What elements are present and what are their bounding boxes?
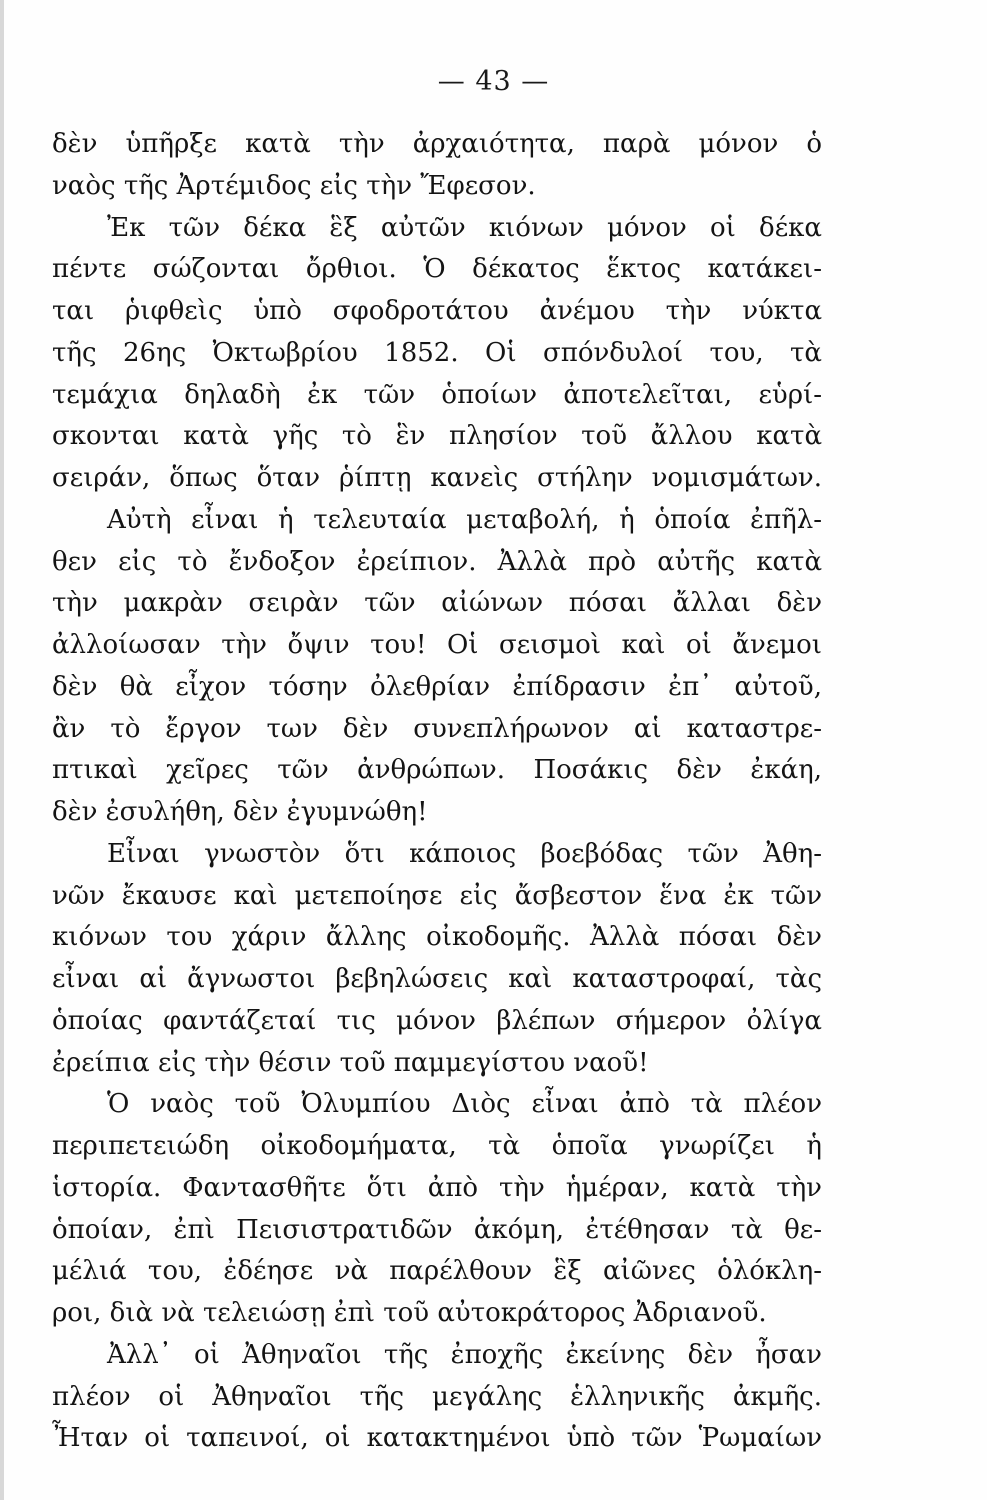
text-line: ται ῥιφθεὶς ὑπὸ σφοδροτάτου ἀνέμου τὴν νύκτα xyxy=(52,296,822,326)
body-text xyxy=(52,124,822,1460)
text-line: δὲν θὰ εἶχον τόσην ὀλεθρίαν ἐπίδρασιν ἐπ᾽ αὐτοῦ, xyxy=(52,671,822,702)
text-line: σκονται κατὰ γῆς τὸ ἓν πλησίον τοῦ ἄλλου κατὰ xyxy=(52,421,822,452)
text-line: εἶναι αἱ ἄγνωστοι βεβηλώσεις καὶ καταστροφαί, τὰς xyxy=(52,964,822,994)
text-line: Ὁ ναὸς τοῦ Ὀλυμπίου Διὸς εἶναι ἀπὸ τὰ πλέον xyxy=(107,1089,822,1120)
text-line: ὁποίαν, ἐπὶ Πεισιστρατιδῶν ἀκόμη, ἐτέθησαν τὰ θε- xyxy=(52,1214,822,1245)
text-line: ναὸς τῆς Ἀρτέμιδος εἰς τὴν Ἔφεσον. xyxy=(52,170,536,201)
text-line: ἂν τὸ ἔργον των δὲν συνεπλήρωνον αἱ καταστρε- xyxy=(52,713,822,744)
text-line: τῆς 26ης Ὀκτωβρίου 1852. Οἱ σπόνδυλοί του, τὰ xyxy=(52,337,822,368)
text-line: ἀλλοίωσαν τὴν ὄψιν του! Οἱ σεισμοὶ καὶ οἱ ἄνεμοι xyxy=(52,630,822,660)
text-line: πλέον οἱ Ἀθηναῖοι τῆς μεγάλης ἑλληνικῆς ἀκμῆς. xyxy=(52,1381,822,1412)
text-line: Ἦταν οἱ ταπεινοί, οἱ κατακτημένοι ὑπὸ τῶν Ῥωμαίων xyxy=(52,1423,822,1454)
text-line: κιόνων του χάριν ἄλλης οἰκοδομῆς. Ἀλλὰ πόσαι δὲν xyxy=(52,922,822,953)
text-line: Εἶναι γνωστὸν ὅτι κάποιος βοεβόδας τῶν Ἀθη- xyxy=(107,838,822,869)
text-line: Ἐκ τῶν δέκα ἓξ αὐτῶν κιόνων μόνον οἱ δέκα xyxy=(107,212,822,243)
page-edge-shadow xyxy=(0,0,4,1500)
text-line: σειράν, ὅπως ὅταν ῥίπτῃ κανεὶς στήλην νομισμάτων. xyxy=(52,463,822,493)
page-number: — 43 — xyxy=(437,66,550,97)
text-line: ὁποίας φαντάζεταί τις μόνον βλέπων σήμερον ὀλίγα xyxy=(52,1005,822,1036)
text-line: πτικαὶ χεῖρες τῶν ἀνθρώπων. Ποσάκις δὲν ἐκάη, xyxy=(52,755,822,786)
text-line: ἱστορία. Φαντασθῆτε ὅτι ἀπὸ τὴν ἡμέραν, κατὰ τὴν xyxy=(52,1172,822,1203)
text-line: τεμάχια δηλαδὴ ἐκ τῶν ὁποίων ἀποτελεῖται, εὑρί- xyxy=(52,379,822,410)
text-line: τὴν μακρὰν σειρὰν τῶν αἰώνων πόσαι ἄλλαι δὲν xyxy=(52,588,822,619)
text-line: νῶν ἔκαυσε καὶ μετεποίησε εἰς ἄσβεστον ἕνα ἐκ τῶν xyxy=(52,880,822,911)
text-line: ἐρείπια εἰς τὴν θέσιν τοῦ παμμεγίστου ναοῦ! xyxy=(52,1047,649,1078)
text-line: ροι, διὰ νὰ τελειώσῃ ἐπὶ τοῦ αὐτοκράτορος Ἀδριανοῦ. xyxy=(52,1298,767,1328)
text-line: θεν εἰς τὸ ἔνδοξον ἐρείπιον. Ἀλλὰ πρὸ αὐτῆς κατὰ xyxy=(52,546,822,577)
text-line: Ἀλλ᾽ οἱ Ἀθηναῖοι τῆς ἐποχῆς ἐκείνης δὲν ἦσαν xyxy=(107,1339,822,1370)
text-line: Αὐτὴ εἶναι ἡ τελευταία μεταβολή, ἡ ὁποία ἐπῆλ- xyxy=(107,504,822,535)
text-line: περιπετειώδη οἰκοδομήματα, τὰ ὁποῖα γνωρίζει ἡ xyxy=(52,1131,822,1161)
text-line: δὲν ἐσυλήθη, δὲν ἐγυμνώθη! xyxy=(52,797,428,827)
text-line: μέλιά του, ἐδέησε νὰ παρέλθουν ἓξ αἰῶνες ὁλόκλη- xyxy=(52,1256,822,1287)
text-line: δὲν ὑπῆρξε κατὰ τὴν ἀρχαιότητα, παρὰ μόνον ὁ xyxy=(52,129,822,159)
text-line: πέντε σώζονται ὄρθιοι. Ὁ δέκατος ἕκτος κατάκει- xyxy=(52,254,822,285)
